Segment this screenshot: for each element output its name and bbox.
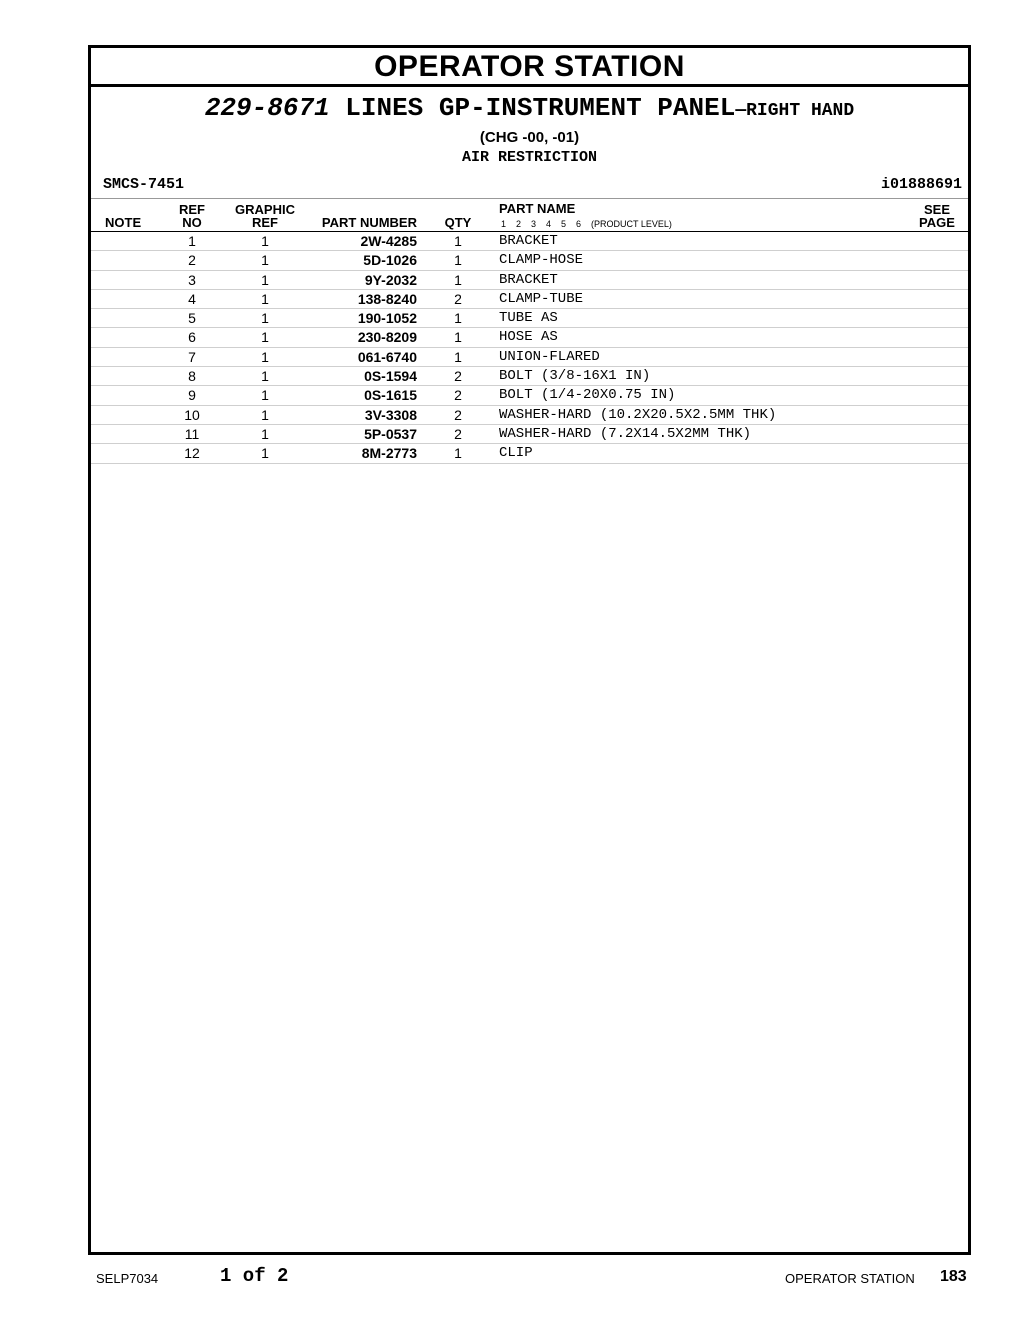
table-row — [91, 290, 968, 309]
part-name: WASHER-HARD (10.2X20.5X2.5MM THK) — [499, 406, 777, 423]
table-row — [91, 328, 968, 347]
table-row — [91, 367, 968, 386]
col-qty: QTY — [444, 215, 472, 230]
assembly-name: LINES GP-INSTRUMENT PANEL — [329, 93, 736, 123]
graphic-ref: 1 — [261, 445, 269, 462]
part-number: 138-8240 — [357, 290, 417, 307]
table-row — [91, 251, 968, 270]
col-part-number: PART NUMBER — [321, 215, 417, 230]
graphic-ref: 1 — [261, 348, 269, 365]
col-see-page-2: PAGE — [919, 215, 955, 230]
col-product-levels: 1 2 3 4 5 6 (PRODUCT LEVEL) — [501, 219, 672, 229]
table-row — [91, 309, 968, 328]
part-name: CLAMP-TUBE — [499, 290, 584, 307]
smcs-code: SMCS-7451 — [103, 176, 185, 193]
ref-no: 4 — [188, 290, 196, 307]
table-row — [91, 444, 968, 463]
qty: 1 — [454, 233, 462, 249]
graphic-ref: 1 — [261, 368, 269, 385]
part-number: 0S-1594 — [364, 368, 417, 385]
assembly-number: 229-8671 — [204, 93, 330, 123]
part-number: 190-1052 — [357, 310, 417, 327]
part-name: BRACKET — [499, 233, 558, 249]
part-number: 3V-3308 — [364, 406, 417, 423]
part-number: 5P-0537 — [364, 425, 417, 442]
part-name: BRACKET — [499, 271, 558, 288]
graphic-ref: 1 — [261, 425, 269, 442]
qty: 1 — [454, 329, 462, 346]
part-name: BOLT (3/8-16X1 IN) — [499, 368, 651, 385]
ref-no: 5 — [188, 310, 196, 327]
ref-no: 12 — [184, 445, 200, 462]
ref-no: 8 — [188, 368, 196, 385]
ref-no: 7 — [188, 348, 196, 365]
assembly-suffix: —RIGHT HAND — [735, 101, 855, 121]
part-number: 8M-2773 — [361, 445, 417, 462]
footer-page-of: 1 of 2 — [220, 1265, 289, 1287]
graphic-ref: 1 — [261, 387, 269, 404]
ref-no: 2 — [188, 252, 196, 269]
qty: 1 — [454, 445, 462, 462]
table-row — [91, 425, 968, 444]
graphic-ref: 1 — [261, 252, 269, 269]
part-name: TUBE AS — [499, 310, 558, 327]
change-level: (CHG -00, -01) — [479, 129, 580, 146]
part-number: 9Y-2032 — [364, 271, 417, 288]
graphic-ref: 1 — [261, 406, 269, 423]
table-header — [91, 199, 968, 232]
col-part-name: PART NAME — [499, 201, 576, 216]
ref-no: 10 — [184, 406, 200, 423]
part-name: WASHER-HARD (7.2X14.5X2MM THK) — [499, 425, 752, 442]
part-name: CLIP — [499, 445, 533, 462]
ref-no: 6 — [188, 329, 196, 346]
graphic-ref: 1 — [261, 271, 269, 288]
part-name: HOSE AS — [499, 329, 558, 346]
col-see-page-1: SEE — [923, 202, 950, 217]
part-name: CLAMP-HOSE — [499, 252, 584, 269]
qty: 2 — [454, 368, 462, 385]
graphic-ref: 1 — [261, 233, 269, 249]
assembly-title — [91, 93, 968, 126]
page-frame — [88, 45, 971, 1255]
qty: 2 — [454, 425, 462, 442]
footer-doc-id: SELP7034 — [96, 1271, 159, 1286]
col-ref-no-2: NO — [182, 215, 202, 230]
col-graphic-ref-2: REF — [252, 215, 278, 230]
qty: 1 — [454, 252, 462, 269]
qty: 2 — [454, 290, 462, 307]
part-name: UNION-FLARED — [499, 348, 600, 365]
section-title: OPERATOR STATION — [91, 48, 968, 87]
qty: 1 — [454, 348, 462, 365]
footer-section: OPERATOR STATION — [785, 1271, 915, 1286]
table-row — [91, 232, 968, 251]
graphic-ref: 1 — [261, 329, 269, 346]
ref-no: 11 — [184, 425, 200, 442]
graphic-ref: 1 — [261, 310, 269, 327]
table-row — [91, 271, 968, 290]
footer-page-number: 183 — [940, 1268, 967, 1285]
qty: 2 — [454, 387, 462, 404]
ref-no: 1 — [188, 233, 196, 249]
part-number: 061-6740 — [357, 348, 417, 365]
table-row — [91, 406, 968, 425]
parts-table-body — [91, 232, 968, 464]
part-name: BOLT (1/4-20X0.75 IN) — [499, 387, 676, 404]
qty: 1 — [454, 271, 462, 288]
restriction: AIR RESTRICTION — [461, 149, 598, 166]
table-row — [91, 386, 968, 405]
part-number: 0S-1615 — [364, 387, 417, 404]
qty: 2 — [454, 406, 462, 423]
part-number: 5D-1026 — [363, 252, 417, 269]
illustration-id: i01888691 — [880, 176, 962, 193]
col-note: NOTE — [105, 215, 142, 230]
graphic-ref: 1 — [261, 290, 269, 307]
smcs-row — [91, 176, 968, 199]
table-row — [91, 348, 968, 367]
col-graphic-ref-1: GRAPHIC — [235, 202, 295, 217]
qty: 1 — [454, 310, 462, 327]
col-ref-no-1: REF — [179, 202, 205, 217]
part-number: 230-8209 — [357, 329, 417, 346]
part-number: 2W-4285 — [360, 233, 417, 249]
ref-no: 9 — [188, 387, 196, 404]
page-footer — [0, 1262, 1020, 1292]
ref-no: 3 — [188, 271, 196, 288]
